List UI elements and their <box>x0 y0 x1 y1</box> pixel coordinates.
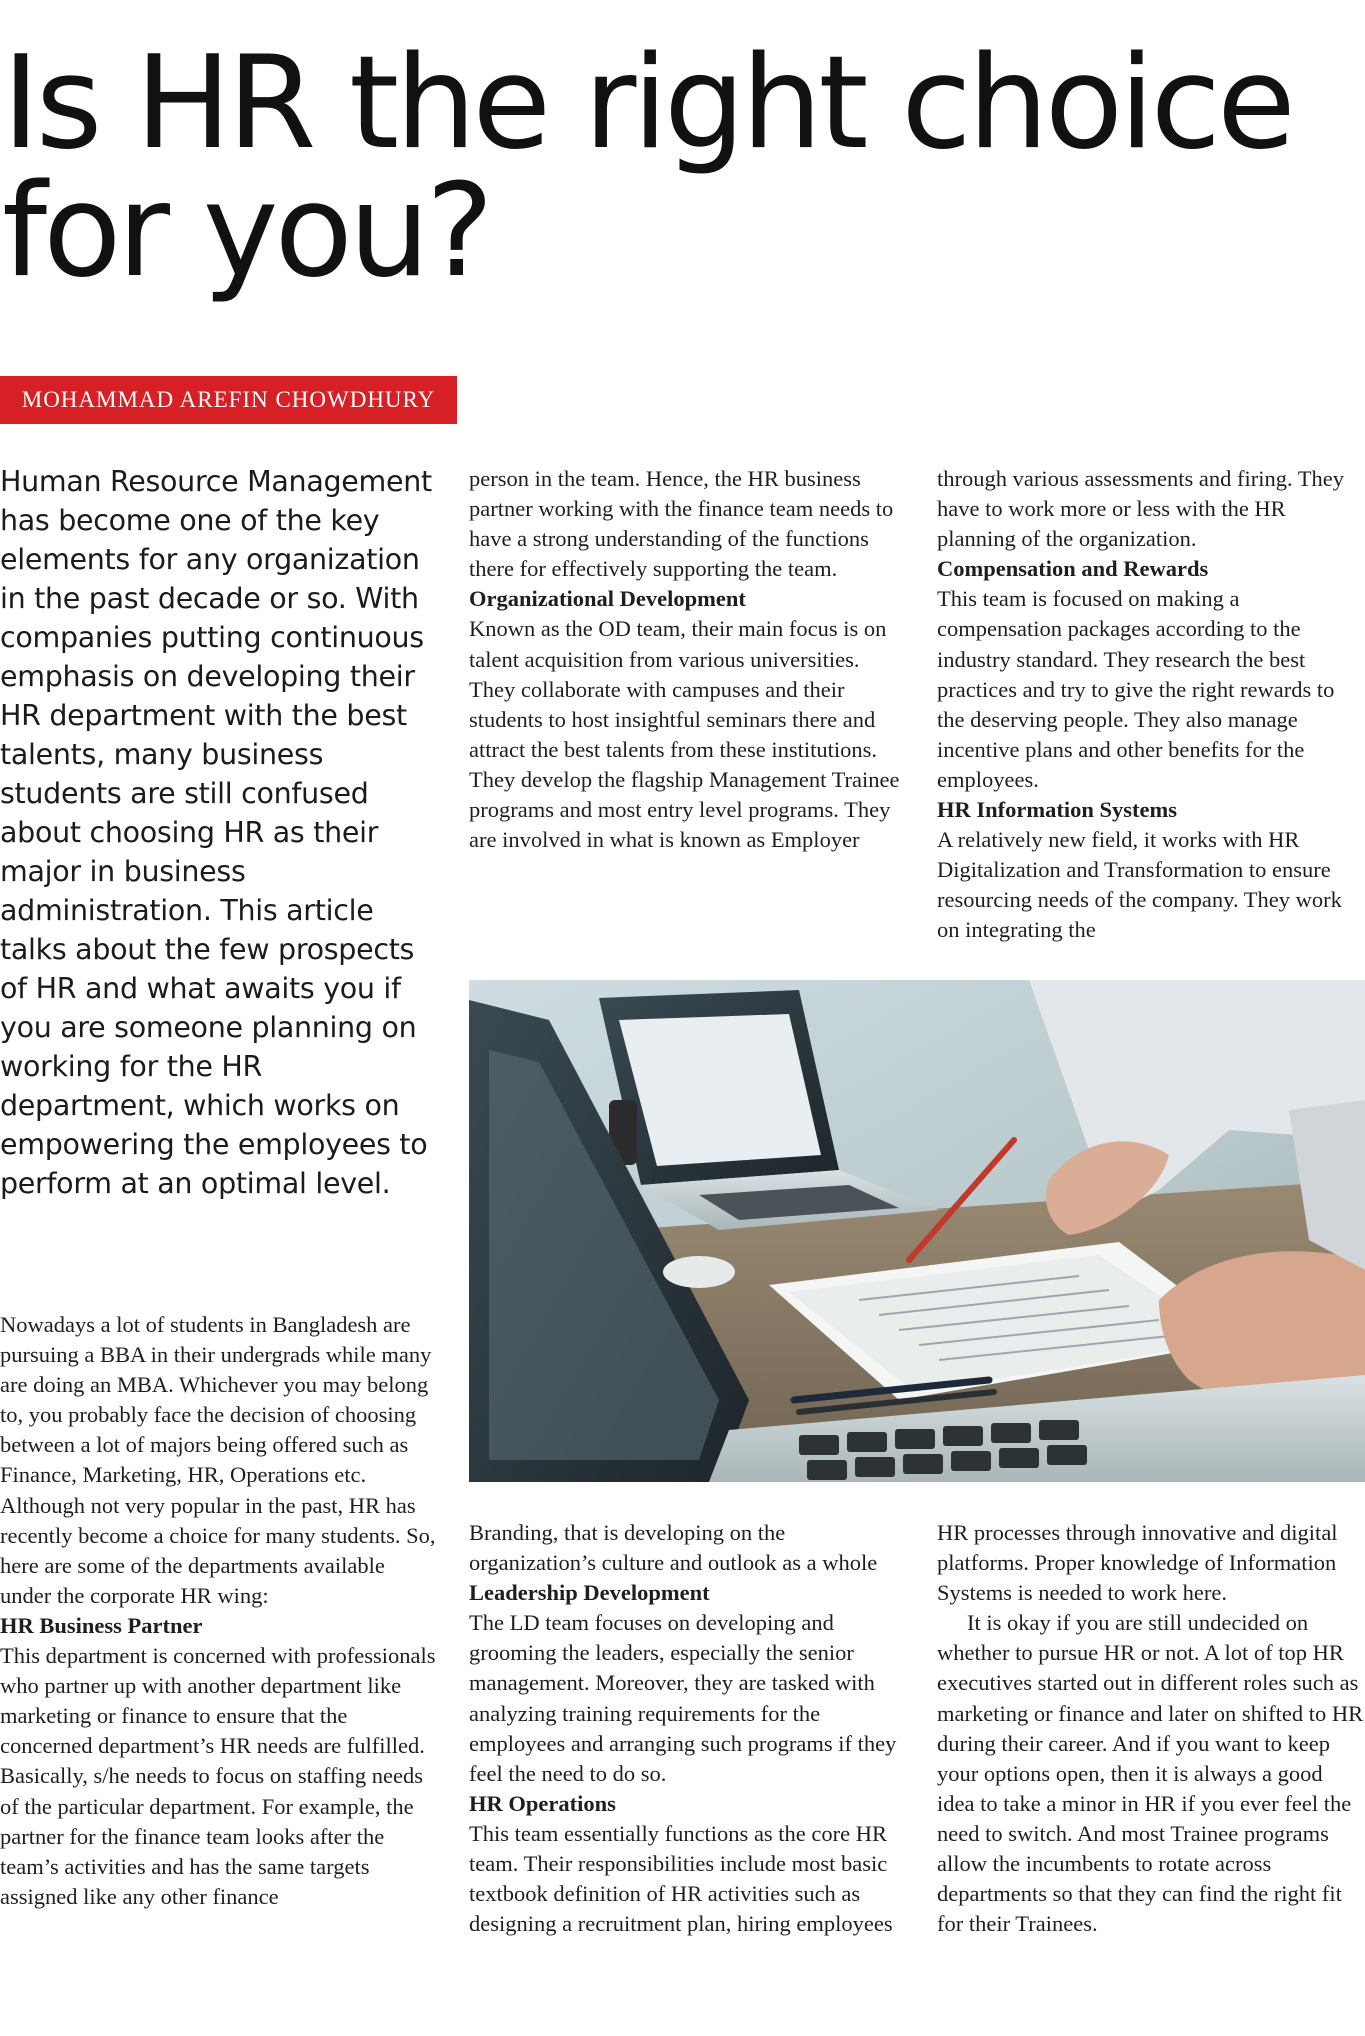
article-title: Is HR the right choice for you? <box>2 29 1292 306</box>
body-paragraph: This team essentially functions as the core HR team. Their responsibilities include most basic textbook definition of HR activities such as designing a recruitment plan, hiring employees <box>469 1820 893 1937</box>
section-heading-compensation-rewards: Compensation and Rewards <box>937 556 1209 582</box>
body-paragraph: through various assessments and firing. They have to work more or less with the HR planning of the organization. <box>937 466 1345 552</box>
body-paragraph: This team is focused on making a compensation packages according to the industry standard. They research the best practices and try to give the right rewards to the deserving people. They also manage incentive plans and other benefits for the employees. <box>937 586 1335 792</box>
column-2-top <box>469 464 909 855</box>
office-laptops-illustration <box>469 980 1365 1482</box>
body-paragraph: The LD team focuses on developing and grooming the leaders, especially the senior management. Moreover, they are tasked with analyzing training requirements for the employees and arranging such programs if they feel the need to do so. <box>469 1610 897 1786</box>
column-1-bottom <box>0 1310 436 1912</box>
column-3-bottom <box>937 1518 1365 1939</box>
section-heading-hr-information-systems: HR Information Systems <box>937 797 1177 823</box>
section-heading-hr-operations: HR Operations <box>469 1790 616 1816</box>
body-paragraph: HR processes through innovative and digital platforms. Proper knowledge of Information Systems is needed to work here. <box>937 1520 1338 1606</box>
intro-paragraph: Human Resource Management has become one of the key elements for any organization in the past decade or so. With companies putting continuous emphasis on developing their HR department with the best talents, many business students are still confused about choosing HR as their major in business administration. This article talks about the few prospects of HR and what awaits you if you are someone planning on working for the HR department, which works on empowering the employees to perform at an optimal level. <box>0 465 432 1200</box>
column-3-top <box>937 464 1365 946</box>
body-paragraph: Nowadays a lot of students in Bangladesh are pursuing a BBA in their undergrads while many are doing an MBA. Whichever you may belong to, you probably face the decision of choosing between a lot of majors being offered such as Finance, Marketing, HR, Operations etc. Although not very popular in the past, HR has recently become a choice for many students. So, here are some of the departments available under the corporate HR wing: <box>0 1312 436 1608</box>
section-heading-leadership-development: Leadership Development <box>469 1580 710 1606</box>
body-paragraph: A relatively new field, it works with HR Digitalization and Transformation to ensure resourcing needs of the company. They work on integrating the <box>937 827 1342 943</box>
body-paragraph: It is okay if you are still undecided on whether to pursue HR or not. A lot of top HR executives started out in different roles such as marketing or finance and later on shifted to HR during their career. And if you want to keep your options open, then it is always a good idea to take a minor in HR if you ever feel the need to switch. And most Trainee programs allow the incumbents to rotate across departments so that they can find the right fit for their Trainees. <box>937 1610 1364 1937</box>
body-paragraph: Known as the OD team, their main focus is on talent acquisition from various universities. They collaborate with campuses and their students to host insightful seminars there and attract the best talents from these institutions. They develop the flagship Management Trainee programs and most entry level programs. They are involved in what is known as Employer <box>469 616 900 853</box>
body-paragraph: Branding, that is developing on the organization’s culture and outlook as a whole <box>469 1520 878 1576</box>
author-byline: MOHAMMAD AREFIN CHOWDHURY <box>0 376 457 424</box>
body-paragraph: This department is concerned with professionals who partner up with another department like marketing or finance to ensure that the concerned department’s HR needs are fulfilled. Basically, s/he needs to focus on staffing needs of the particular department. For example, the partner for the finance team looks after the team’s activities and has the same targets assigned like any other finance <box>0 1643 436 1909</box>
section-heading-organizational-development: Organizational Development <box>469 586 746 612</box>
article-photo <box>469 980 1365 1482</box>
column-2-bottom <box>469 1518 909 1939</box>
body-paragraph: person in the team. Hence, the HR business partner working with the finance team needs to have a strong understanding of the functions there for effectively supporting the team. <box>469 466 894 582</box>
section-heading-hr-business-partner: HR Business Partner <box>0 1612 203 1638</box>
